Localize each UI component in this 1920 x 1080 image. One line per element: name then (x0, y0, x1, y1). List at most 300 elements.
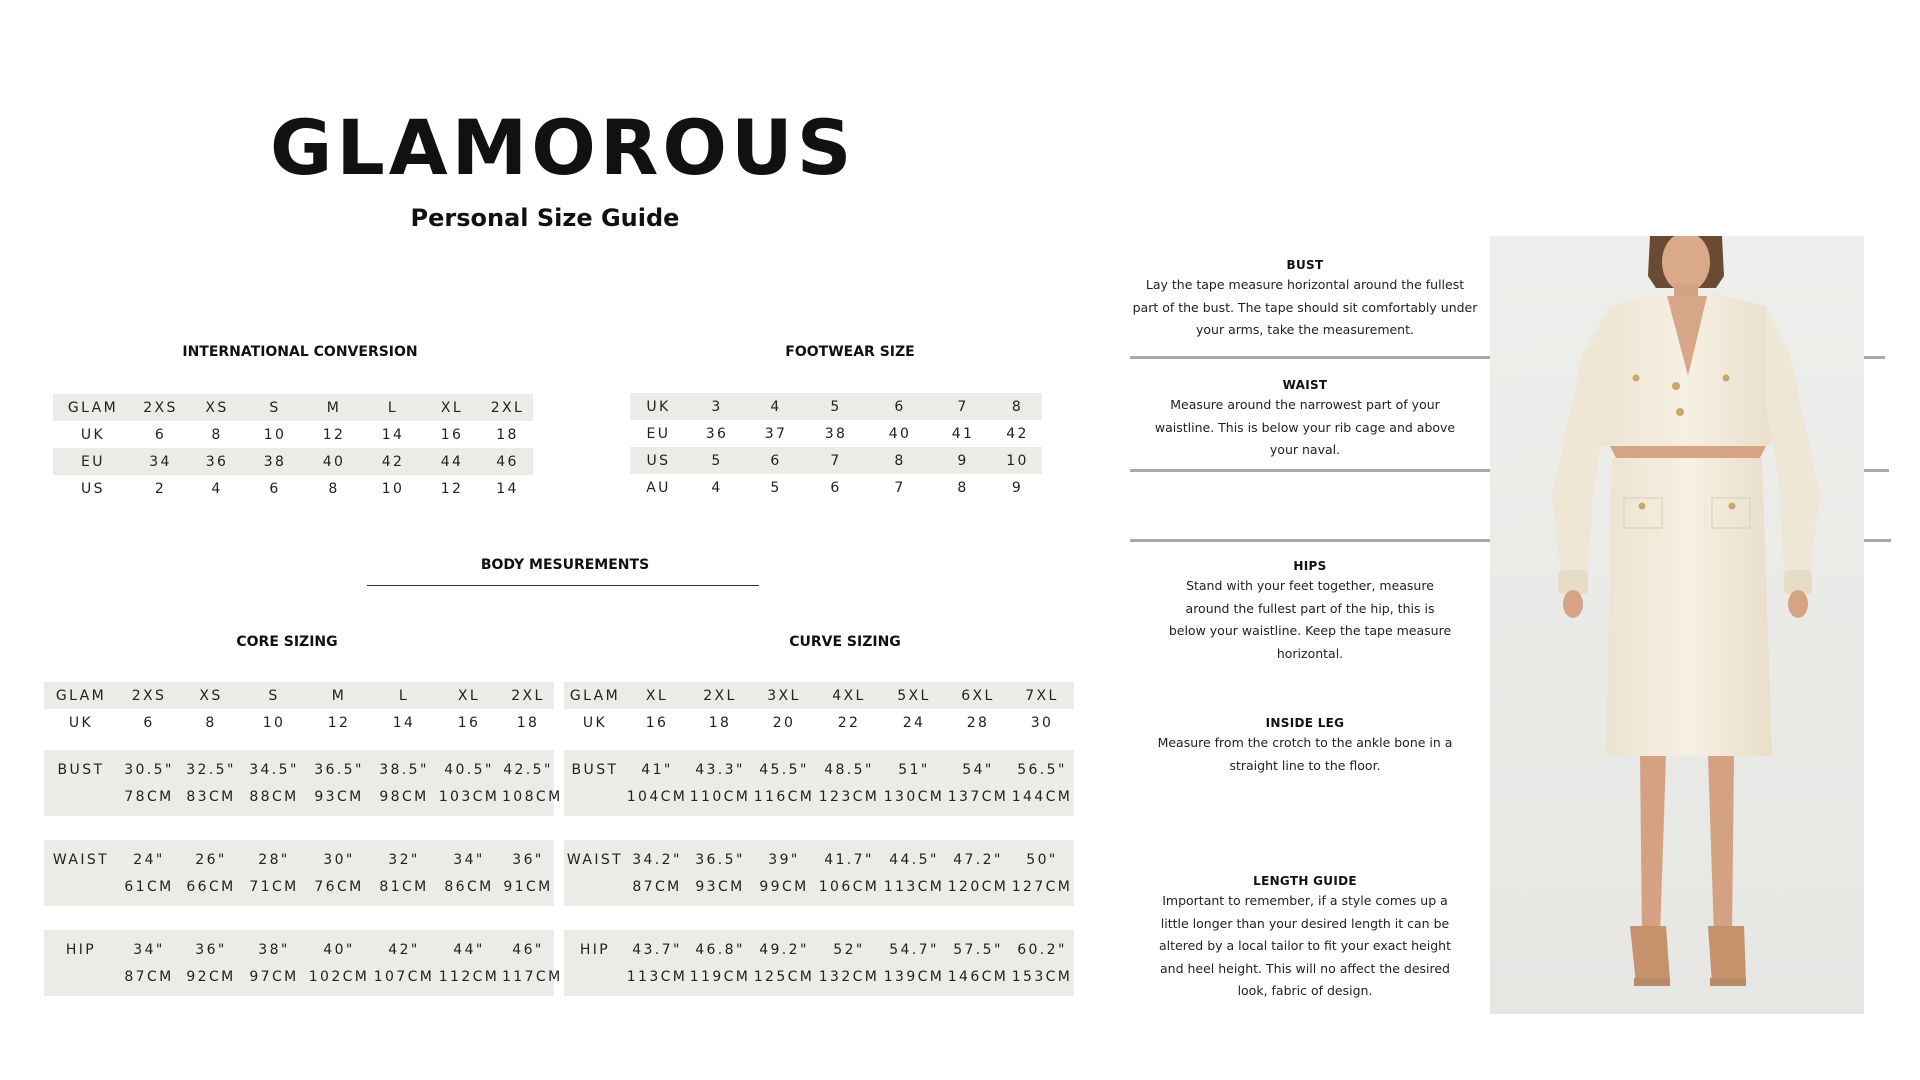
curve-measure-inches-row (564, 936, 1074, 963)
size-cell: 6XL (946, 682, 1010, 709)
cm-cell: 125CM (752, 963, 816, 990)
spacer-row (564, 990, 1074, 996)
blank-cell (564, 963, 626, 990)
cm-cell: 112CM (436, 963, 502, 990)
size-cell: 6 (830, 479, 842, 496)
size-cell: 36 (188, 448, 246, 475)
spacer-cell (816, 906, 882, 930)
spacer-cell (306, 816, 372, 840)
brand-logo: GLAMOROUS (270, 103, 856, 192)
measure-label: BUST (564, 756, 626, 783)
size-cell: 10 (263, 426, 287, 443)
spacer-row (44, 816, 554, 840)
inches-cell: 43.3" (688, 756, 752, 783)
footwear-row (630, 393, 1042, 420)
spacer-cell (946, 736, 1010, 750)
spacer-cell (436, 736, 502, 750)
size-cell: 40 (304, 448, 364, 475)
curve-measure-cm-row (564, 783, 1074, 810)
size-cell: 22 (837, 714, 861, 731)
size-cell: 3XL (752, 682, 816, 709)
inches-cell: 56.5" (1010, 756, 1074, 783)
row-label: UK (68, 714, 94, 731)
spacer-cell (752, 906, 816, 930)
size-cell: 44 (422, 448, 482, 475)
size-cell: 8 (993, 393, 1042, 420)
international-title: INTERNATIONAL CONVERSION (182, 344, 418, 360)
size-cell: XS (188, 394, 246, 421)
spacer-cell (564, 736, 626, 750)
cm-cell: 76CM (306, 873, 372, 900)
cm-cell: 71CM (242, 873, 306, 900)
size-cell: 8 (957, 479, 969, 496)
blank-cell (564, 873, 626, 900)
guide-hips (1135, 557, 1485, 665)
guide-waist-line-3: your naval. (1269, 442, 1341, 458)
inches-cell: 30" (306, 846, 372, 873)
size-cell: 5 (687, 447, 747, 474)
inches-cell: 34" (436, 846, 502, 873)
measure-label: BUST (44, 756, 118, 783)
spacer-cell (372, 906, 436, 930)
inches-cell: 48.5" (816, 756, 882, 783)
inches-cell: 24" (118, 846, 180, 873)
inches-cell: 43.7" (626, 936, 688, 963)
cm-cell: 153CM (1010, 963, 1074, 990)
cm-cell: 87CM (626, 873, 688, 900)
core-measure-inches-row (44, 846, 554, 873)
spacer-row (564, 736, 1074, 750)
size-cell: 42 (1006, 425, 1029, 442)
spacer-cell (1010, 736, 1074, 750)
cm-cell: 92CM (180, 963, 242, 990)
cm-cell: 97CM (242, 963, 306, 990)
spacer-cell (306, 990, 372, 996)
measure-label: HIP (44, 936, 118, 963)
spacer-cell (180, 816, 242, 840)
inches-cell: 41" (626, 756, 688, 783)
spacer-cell (564, 816, 626, 840)
size-cell: XS (180, 682, 242, 709)
curve-measure-inches-row (564, 846, 1074, 873)
cm-cell: 117CM (502, 963, 554, 990)
guide-length-line-5: look, fabric of design. (1237, 983, 1373, 999)
size-cell: 7 (805, 447, 867, 474)
size-cell: 36 (705, 425, 729, 442)
spacer-cell (882, 816, 946, 840)
spacer-cell (502, 990, 554, 996)
size-cell: 38 (824, 425, 848, 442)
guide-inside-leg-title: INSIDE LEG (1265, 716, 1345, 730)
size-cell: XL (626, 682, 688, 709)
size-cell: 2XL (688, 682, 752, 709)
cm-cell: 139CM (882, 963, 946, 990)
cm-cell: 78CM (118, 783, 180, 810)
curve-measure-cm-row (564, 873, 1074, 900)
spacer-cell (816, 816, 882, 840)
inches-cell: 57.5" (946, 936, 1010, 963)
row-label: UK (582, 714, 608, 731)
inches-cell: 34" (118, 936, 180, 963)
inches-cell: 46.8" (688, 936, 752, 963)
row-label: GLAM (53, 394, 133, 421)
size-cell: 6 (154, 426, 167, 443)
size-cell: 14 (496, 480, 519, 497)
size-cell: 20 (772, 714, 796, 731)
page-subtitle: Personal Size Guide (410, 204, 680, 232)
spacer-cell (372, 736, 436, 750)
size-cell: 37 (764, 425, 788, 442)
inches-cell: 36" (502, 846, 554, 873)
cm-cell: 116CM (752, 783, 816, 810)
row-label: UK (630, 393, 687, 420)
spacer-cell (118, 816, 180, 840)
size-cell: 12 (327, 714, 351, 731)
core-sizing-title: CORE SIZING (236, 634, 338, 650)
spacer-cell (816, 990, 882, 996)
international-row (53, 448, 533, 475)
size-cell: 7 (894, 479, 906, 496)
inches-cell: 34.5" (242, 756, 306, 783)
spacer-cell (688, 736, 752, 750)
spacer-cell (564, 990, 626, 996)
inches-cell: 34.2" (626, 846, 688, 873)
inches-cell: 39" (752, 846, 816, 873)
size-cell: 5XL (882, 682, 946, 709)
international-row (53, 421, 533, 448)
spacer-cell (242, 736, 306, 750)
size-cell: 8 (211, 426, 223, 443)
spacer-cell (688, 816, 752, 840)
core-header-row (44, 682, 554, 709)
size-cell: 4XL (816, 682, 882, 709)
cm-cell: 87CM (118, 963, 180, 990)
guide-hips-line-1: Stand with your feet together, measure (1186, 578, 1434, 593)
size-cell: 12 (440, 480, 464, 497)
measure-label: WAIST (564, 846, 626, 873)
model-illustration (1490, 236, 1864, 1014)
inches-cell: 36" (180, 936, 242, 963)
spacer-cell (1010, 816, 1074, 840)
spacer-cell (180, 736, 242, 750)
inches-cell: 28" (242, 846, 306, 873)
spacer-cell (372, 990, 436, 996)
cm-cell: 61CM (118, 873, 180, 900)
inches-cell: 38.5" (372, 756, 436, 783)
inches-cell: 46" (502, 936, 554, 963)
spacer-cell (752, 816, 816, 840)
cm-cell: 93CM (688, 873, 752, 900)
guide-waist (1130, 376, 1480, 462)
footwear-row (630, 447, 1042, 474)
spacer-cell (180, 990, 242, 996)
curve-measure-inches-row (564, 756, 1074, 783)
cm-cell: 98CM (372, 783, 436, 810)
size-cell: 2XL (502, 682, 554, 709)
core-measure-cm-row (44, 963, 554, 990)
size-cell: 2XL (482, 394, 533, 421)
inches-cell: 50" (1010, 846, 1074, 873)
row-label: AU (646, 479, 671, 496)
row-label: US (81, 480, 105, 497)
blank-cell (44, 783, 118, 810)
spacer-cell (1010, 990, 1074, 996)
inches-cell: 41.7" (816, 846, 882, 873)
footwear-row (630, 474, 1042, 501)
inches-cell: 54" (946, 756, 1010, 783)
spacer-row (564, 816, 1074, 840)
footwear-table (630, 393, 1042, 501)
cm-cell: 88CM (242, 783, 306, 810)
spacer-cell (626, 906, 688, 930)
spacer-cell (44, 990, 118, 996)
size-cell: 16 (645, 714, 669, 731)
inches-cell: 36.5" (306, 756, 372, 783)
spacer-cell (44, 906, 118, 930)
cm-cell: 103CM (436, 783, 502, 810)
cm-cell: 123CM (816, 783, 882, 810)
spacer-cell (372, 816, 436, 840)
blank-cell (44, 873, 118, 900)
body-measurements-rule (367, 585, 759, 586)
size-cell: 30 (1030, 714, 1054, 731)
size-cell: 4 (711, 479, 723, 496)
inches-cell: 30.5" (118, 756, 180, 783)
spacer-cell (882, 906, 946, 930)
spacer-cell (626, 816, 688, 840)
inches-cell: 32.5" (180, 756, 242, 783)
cm-cell: 137CM (946, 783, 1010, 810)
spacer-cell (752, 990, 816, 996)
size-cell: 6 (269, 480, 281, 497)
guide-inside-leg-line-2: straight line to the floor. (1229, 757, 1381, 773)
cm-cell: 127CM (1010, 873, 1074, 900)
international-row (53, 475, 533, 502)
inches-cell: 26" (180, 846, 242, 873)
cm-cell: 66CM (180, 873, 242, 900)
cm-cell: 107CM (372, 963, 436, 990)
guide-length-title: LENGTH GUIDE (1253, 874, 1357, 888)
international-table (53, 394, 533, 502)
spacer-cell (882, 990, 946, 996)
guide-length-line-2: little longer than your desired length it can be (1160, 915, 1450, 931)
inches-cell: 32" (372, 846, 436, 873)
spacer-cell (626, 990, 688, 996)
core-header-row (44, 709, 554, 736)
row-label: US (630, 447, 687, 474)
size-cell: 10 (262, 714, 286, 731)
cm-cell: 104CM (626, 783, 688, 810)
guide-bust-title: BUST (1286, 258, 1324, 272)
guide-bust-line-3: your arms, take the measurement. (1196, 322, 1414, 338)
guide-bust-line-1: Lay the tape measure horizontal around the fullest (1145, 277, 1465, 292)
cm-cell: 119CM (688, 963, 752, 990)
size-cell: 2 (154, 480, 167, 497)
inches-cell: 40" (306, 936, 372, 963)
curve-header-row (564, 709, 1074, 736)
inches-cell: 47.2" (946, 846, 1010, 873)
guide-waist-line-1: Measure around the narrowest part of your (1170, 397, 1440, 412)
spacer-cell (626, 736, 688, 750)
blank-cell (564, 783, 626, 810)
guide-length-line-1: Important to remember, if a style comes up a (1162, 893, 1448, 908)
spacer-cell (242, 990, 306, 996)
size-cell: 5 (770, 479, 782, 496)
guide-inside-leg-line-1: Measure from the crotch to the ankle bone in a (1157, 735, 1453, 750)
inches-cell: 45.5" (752, 756, 816, 783)
spacer-cell (502, 906, 554, 930)
core-measure-inches-row (44, 756, 554, 783)
spacer-cell (1010, 906, 1074, 930)
inches-cell: 49.2" (752, 936, 816, 963)
inches-cell: 36.5" (688, 846, 752, 873)
size-cell: 8 (328, 480, 340, 497)
cm-cell: 81CM (372, 873, 436, 900)
cm-cell: 144CM (1010, 783, 1074, 810)
size-cell: 4 (747, 393, 805, 420)
size-cell: XL (422, 394, 482, 421)
size-cell: 10 (381, 480, 405, 497)
size-cell: S (242, 682, 306, 709)
spacer-cell (946, 906, 1010, 930)
cm-cell: 106CM (816, 873, 882, 900)
spacer-cell (306, 906, 372, 930)
size-cell: 18 (516, 714, 540, 731)
guide-hips-line-2: around the fullest part of the hip, this is (1185, 600, 1435, 616)
inches-cell: 44" (436, 936, 502, 963)
inches-cell: 60.2" (1010, 936, 1074, 963)
size-cell: M (306, 682, 372, 709)
spacer-cell (564, 906, 626, 930)
spacer-cell (688, 906, 752, 930)
spacer-cell (118, 906, 180, 930)
inches-cell: 52" (816, 936, 882, 963)
guide-inside-leg (1130, 714, 1480, 777)
core-measure-cm-row (44, 783, 554, 810)
cm-cell: 113CM (626, 963, 688, 990)
inches-cell: 44.5" (882, 846, 946, 873)
size-cell: 9 (933, 447, 993, 474)
spacer-cell (44, 736, 118, 750)
size-cell: 28 (966, 714, 990, 731)
spacer-cell (436, 816, 502, 840)
spacer-cell (752, 736, 816, 750)
guide-hips-line-3: below your waistline. Keep the tape measure (1168, 623, 1452, 639)
core-sizing-table (44, 682, 563, 996)
curve-sizing-title: CURVE SIZING (789, 634, 901, 650)
size-cell: 6 (747, 447, 805, 474)
guide-hips-line-4: horizontal. (1276, 645, 1344, 661)
spacer-cell (946, 990, 1010, 996)
cm-cell: 132CM (816, 963, 882, 990)
cm-cell: 108CM (502, 783, 554, 810)
size-cell: 7XL (1010, 682, 1074, 709)
cm-cell: 83CM (180, 783, 242, 810)
cm-cell: 110CM (688, 783, 752, 810)
cm-cell: 146CM (946, 963, 1010, 990)
size-cell: 18 (708, 714, 732, 731)
cm-cell: 120CM (946, 873, 1010, 900)
size-cell: 3 (687, 393, 747, 420)
spacer-cell (242, 906, 306, 930)
cm-cell: 102CM (306, 963, 372, 990)
size-cell: 42 (364, 448, 422, 475)
spacer-cell (436, 906, 502, 930)
size-cell: 5 (805, 393, 867, 420)
size-cell: 24 (902, 714, 926, 731)
row-label: GLAM (564, 682, 626, 709)
size-cell: L (364, 394, 422, 421)
spacer-cell (688, 990, 752, 996)
core-measure-cm-row (44, 873, 554, 900)
row-label: GLAM (44, 682, 118, 709)
size-cell: 9 (1011, 479, 1024, 496)
size-cell: 40 (888, 425, 912, 442)
size-cell: 38 (246, 448, 304, 475)
size-cell: XL (436, 682, 502, 709)
size-cell: 2XS (133, 394, 188, 421)
spacer-row (564, 906, 1074, 930)
size-cell: 46 (482, 448, 533, 475)
size-cell: 12 (322, 426, 346, 443)
guide-bust (1130, 256, 1480, 342)
spacer-cell (816, 736, 882, 750)
spacer-row (44, 906, 554, 930)
cm-cell: 86CM (436, 873, 502, 900)
spacer-cell (502, 816, 554, 840)
spacer-cell (436, 990, 502, 996)
size-cell: 8 (205, 714, 217, 731)
size-cell: 6 (867, 393, 933, 420)
size-cell: 14 (392, 714, 416, 731)
spacer-cell (502, 736, 554, 750)
model-photo (1490, 236, 1864, 1014)
spacer-cell (118, 736, 180, 750)
spacer-cell (180, 906, 242, 930)
curve-sizing-table (564, 682, 1074, 996)
cm-cell: 99CM (752, 873, 816, 900)
spacer-row (44, 736, 554, 750)
inches-cell: 42.5" (502, 756, 554, 783)
size-cell: 34 (133, 448, 188, 475)
measure-label: WAIST (44, 846, 118, 873)
inches-cell: 40.5" (436, 756, 502, 783)
size-cell: 16 (457, 714, 481, 731)
international-row (53, 394, 533, 421)
cm-cell: 91CM (502, 873, 554, 900)
size-cell: 8 (867, 447, 933, 474)
guide-length-line-4: and heel height. This will no affect the desired (1159, 960, 1450, 976)
guide-bust-line-2: part of the bust. The tape should sit comfortably under (1132, 299, 1478, 315)
guide-length-line-3: altered by a local tailor to fit your exact height (1159, 938, 1451, 954)
row-label: UK (80, 426, 106, 443)
inches-cell: 51" (882, 756, 946, 783)
size-cell: S (246, 394, 304, 421)
cm-cell: 130CM (882, 783, 946, 810)
guide-waist-title: WAIST (1282, 378, 1328, 392)
core-measure-inches-row (44, 936, 554, 963)
guide-waist-line-2: waistline. This is below your rib cage and above (1154, 419, 1456, 435)
spacer-cell (44, 816, 118, 840)
spacer-row (44, 990, 554, 996)
row-label: EU (53, 448, 133, 475)
size-cell: 7 (933, 393, 993, 420)
spacer-cell (946, 816, 1010, 840)
size-cell: 18 (496, 426, 519, 443)
size-cell: M (304, 394, 364, 421)
inches-cell: 38" (242, 936, 306, 963)
body-measurements-title: BODY MESUREMENTS (480, 557, 650, 573)
